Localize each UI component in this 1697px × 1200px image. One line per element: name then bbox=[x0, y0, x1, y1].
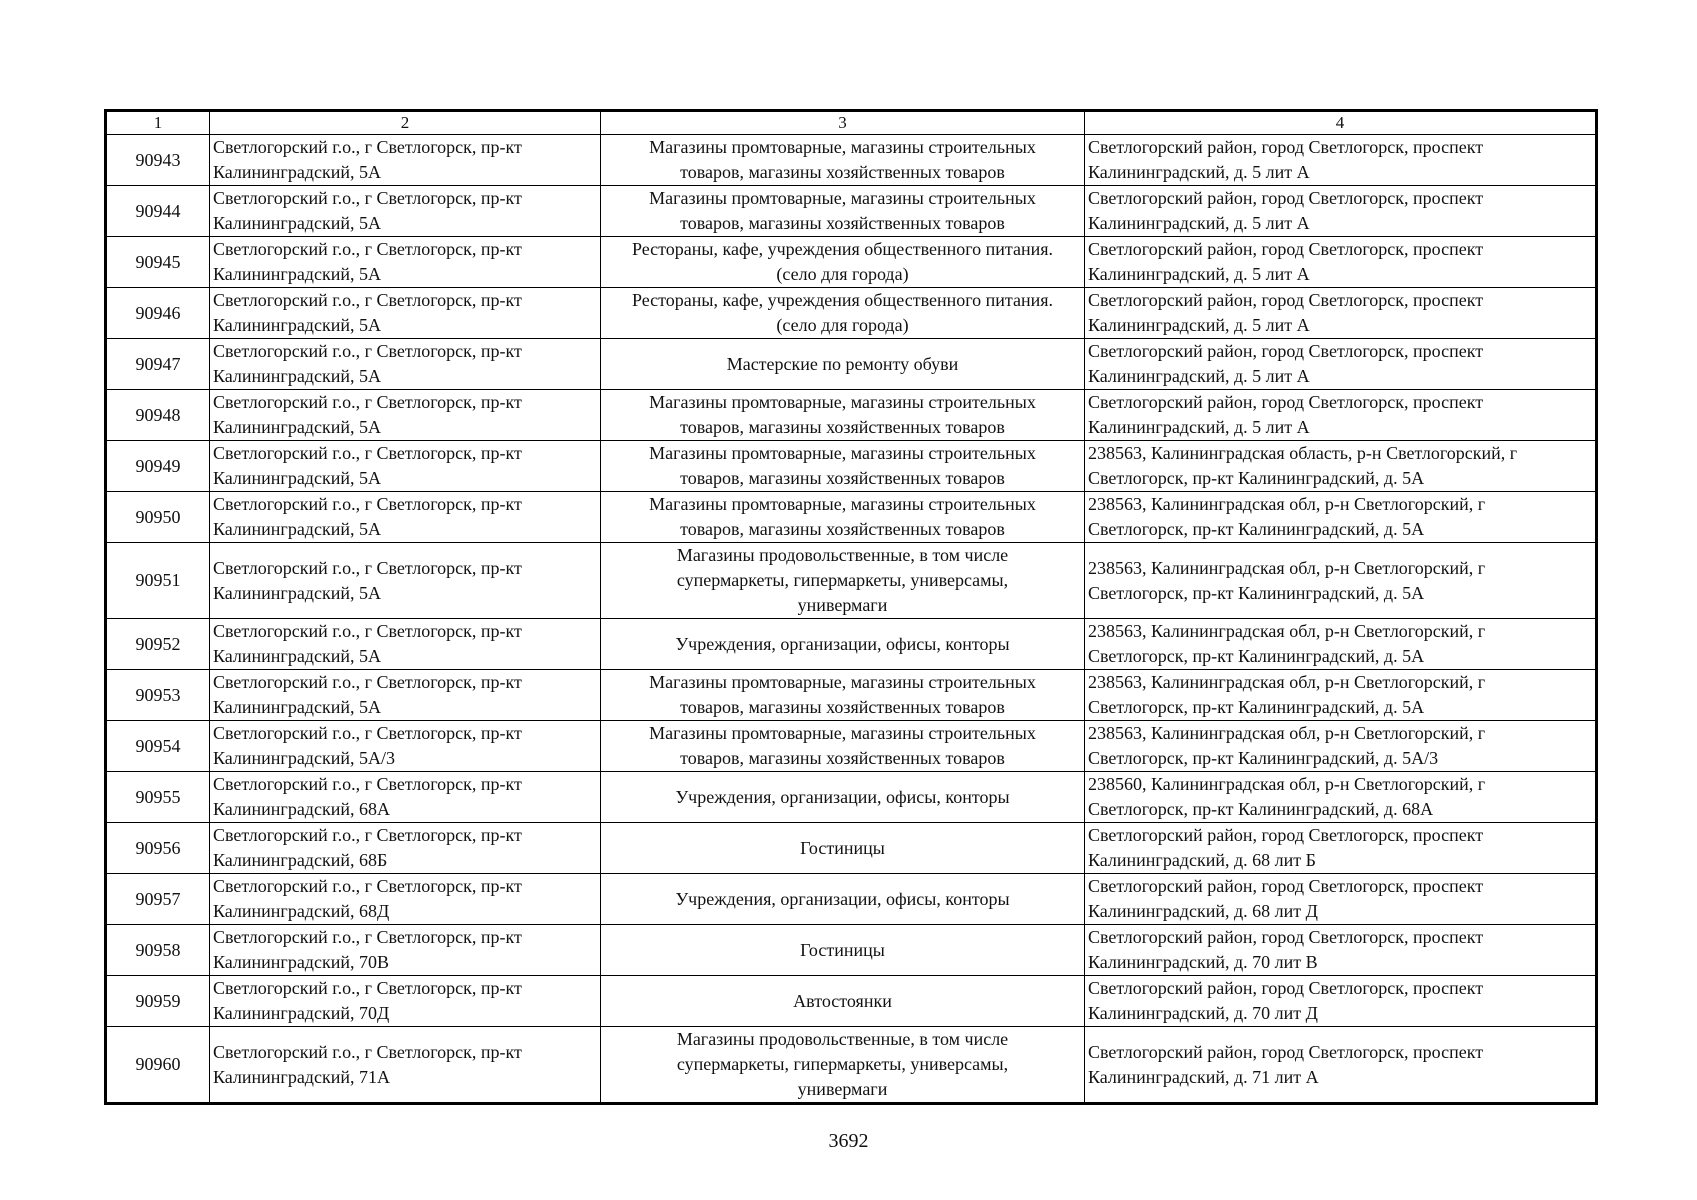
legal-address-cell bbox=[1085, 619, 1597, 670]
object-type-cell bbox=[601, 339, 1085, 390]
legal-address-cell bbox=[1085, 339, 1597, 390]
legal-address-cell-text: Светлогорский район, город Светлогорск, проспект Калининградский, д. 5 лит А bbox=[1088, 392, 1484, 437]
address-cell bbox=[210, 186, 601, 237]
address-cell bbox=[210, 135, 601, 186]
address-cell-text: Светлогорский г.о., г Светлогорск, пр-кт Калининградский, 5А bbox=[213, 494, 522, 539]
legal-address-cell bbox=[1085, 670, 1597, 721]
object-type-cell bbox=[601, 1027, 1085, 1104]
registry-number-cell bbox=[106, 390, 210, 441]
address-cell-text: Светлогорский г.о., г Светлогорск, пр-кт Калининградский, 5А bbox=[213, 392, 522, 437]
object-type-cell bbox=[601, 823, 1085, 874]
object-type-cell bbox=[601, 288, 1085, 339]
column-header-1: 1 bbox=[106, 111, 210, 135]
legal-address-cell-text: Светлогорский район, город Светлогорск, проспект Калининградский, д. 70 лит В bbox=[1088, 927, 1484, 972]
registry-number-cell bbox=[106, 543, 210, 619]
table-row bbox=[106, 186, 1597, 237]
table-row bbox=[106, 390, 1597, 441]
legal-address-cell-text: Светлогорский район, город Светлогорск, проспект Калининградский, д. 5 лит А bbox=[1088, 341, 1484, 386]
registry-number-cell bbox=[106, 823, 210, 874]
registry-number-cell bbox=[106, 186, 210, 237]
legal-address-cell bbox=[1085, 925, 1597, 976]
registry-number-cell bbox=[106, 670, 210, 721]
legal-address-cell-text: 238563, Калининградская обл, р-н Светлогорский, г Светлогорск, пр-кт Калининградский, д. 5А bbox=[1088, 557, 1486, 603]
address-cell bbox=[210, 390, 601, 441]
object-type-cell bbox=[601, 390, 1085, 441]
object-type-cell-text: Магазины промтоварные, магазины строительных товаров, магазины хозяйственных товаров bbox=[649, 137, 1036, 182]
table-row bbox=[106, 721, 1597, 772]
legal-address-cell bbox=[1085, 288, 1597, 339]
address-cell bbox=[210, 288, 601, 339]
registry-number-cell-text: 90951 bbox=[135, 570, 181, 590]
registry-number-cell bbox=[106, 772, 210, 823]
address-cell-text: Светлогорский г.о., г Светлогорск, пр-кт Калининградский, 5А bbox=[213, 188, 522, 233]
object-type-cell bbox=[601, 976, 1085, 1027]
object-type-cell bbox=[601, 874, 1085, 925]
legal-address-cell-text: 238563, Калининградская обл, р-н Светлогорский, г Светлогорск, пр-кт Калининградский, д. 5А bbox=[1088, 621, 1486, 666]
object-type-cell-text: Магазины промтоварные, магазины строительных товаров, магазины хозяйственных товаров bbox=[649, 188, 1036, 233]
address-cell-text: Светлогорский г.о., г Светлогорск, пр-кт Калининградский, 5А bbox=[213, 672, 522, 717]
table-row bbox=[106, 135, 1597, 186]
legal-address-cell bbox=[1085, 135, 1597, 186]
legal-address-cell-text: 238563, Калининградская обл, р-н Светлогорский, г Светлогорск, пр-кт Калининградский, д. 5А bbox=[1088, 494, 1486, 539]
address-cell-text: Светлогорский г.о., г Светлогорск, пр-кт Калининградский, 5А bbox=[213, 443, 522, 488]
address-cell-text: Светлогорский г.о., г Светлогорск, пр-кт Калининградский, 5А bbox=[213, 557, 522, 603]
object-type-cell bbox=[601, 925, 1085, 976]
legal-address-cell-text: 238560, Калининградская обл, р-н Светлогорский, г Светлогорск, пр-кт Калининградский, д. 68А bbox=[1088, 774, 1486, 819]
object-type-cell bbox=[601, 543, 1085, 619]
registry-number-cell-text: 90954 bbox=[135, 735, 181, 756]
object-type-cell-text: Учреждения, организации, офисы, конторы bbox=[675, 633, 1010, 654]
address-cell bbox=[210, 772, 601, 823]
legal-address-cell bbox=[1085, 186, 1597, 237]
registry-number-cell-text: 90957 bbox=[135, 888, 181, 909]
column-number-row bbox=[106, 111, 1597, 135]
object-type-cell-text: Учреждения, организации, офисы, конторы bbox=[675, 786, 1010, 807]
table-row bbox=[106, 492, 1597, 543]
address-cell bbox=[210, 925, 601, 976]
registry-number-cell bbox=[106, 288, 210, 339]
object-type-cell-text: Гостиницы bbox=[800, 939, 885, 960]
registry-number-cell-text: 90947 bbox=[135, 353, 181, 374]
legal-address-cell-text: Светлогорский район, город Светлогорск, проспект Калининградский, д. 70 лит Д bbox=[1088, 978, 1484, 1023]
table-row bbox=[106, 823, 1597, 874]
table-row bbox=[106, 772, 1597, 823]
address-cell-text: Светлогорский г.о., г Светлогорск, пр-кт Калининградский, 5А bbox=[213, 239, 522, 284]
registry-number-cell bbox=[106, 976, 210, 1027]
registry-number-cell-text: 90943 bbox=[135, 149, 181, 170]
object-type-cell-text: Магазины промтоварные, магазины строительных товаров, магазины хозяйственных товаров bbox=[649, 443, 1036, 488]
registry-number-cell bbox=[106, 874, 210, 925]
registry-number-cell-text: 90959 bbox=[135, 990, 181, 1011]
address-cell bbox=[210, 543, 601, 619]
table-row bbox=[106, 874, 1597, 925]
column-header-4: 4 bbox=[1085, 111, 1597, 135]
address-cell-text: Светлогорский г.о., г Светлогорск, пр-кт Калининградский, 68Б bbox=[213, 825, 522, 870]
legal-address-cell-text: Светлогорский район, город Светлогорск, проспект Калининградский, д. 5 лит А bbox=[1088, 239, 1484, 284]
legal-address-cell-text: Светлогорский район, город Светлогорск, проспект Калининградский, д. 68 лит Б bbox=[1088, 825, 1484, 870]
legal-address-cell-text: 238563, Калининградская обл, р-н Светлогорский, г Светлогорск, пр-кт Калининградский, д. 5А/3 bbox=[1088, 723, 1486, 768]
address-cell bbox=[210, 874, 601, 925]
legal-address-cell-text: Светлогорский район, город Светлогорск, проспект Калининградский, д. 68 лит Д bbox=[1088, 876, 1484, 921]
legal-address-cell bbox=[1085, 721, 1597, 772]
object-type-cell bbox=[601, 619, 1085, 670]
registry-number-cell-text: 90955 bbox=[135, 786, 181, 807]
legal-address-cell bbox=[1085, 492, 1597, 543]
registry-number-cell bbox=[106, 721, 210, 772]
legal-address-cell-text: Светлогорский район, город Светлогорск, проспект Калининградский, д. 5 лит А bbox=[1088, 290, 1484, 335]
address-cell-text: Светлогорский г.о., г Светлогорск, пр-кт Калининградский, 68А bbox=[213, 774, 522, 819]
legal-address-cell bbox=[1085, 441, 1597, 492]
table-row bbox=[106, 619, 1597, 670]
address-cell bbox=[210, 339, 601, 390]
registry-number-cell bbox=[106, 135, 210, 186]
legal-address-cell-text: 238563, Калининградская область, р-н Светлогорский, г Светлогорск, пр-кт Калининградский, д. 5А bbox=[1088, 443, 1518, 488]
object-type-cell-text: Магазины промтоварные, магазины строительных товаров, магазины хозяйственных товаров bbox=[649, 723, 1036, 768]
object-type-cell-text: Магазины промтоварные, магазины строительных товаров, магазины хозяйственных товаров bbox=[649, 672, 1036, 717]
table-row bbox=[106, 237, 1597, 288]
address-cell bbox=[210, 441, 601, 492]
column-header-2: 2 bbox=[210, 111, 601, 135]
table-row bbox=[106, 976, 1597, 1027]
object-type-cell-text: Мастерские по ремонту обуви bbox=[726, 353, 959, 374]
object-type-cell bbox=[601, 670, 1085, 721]
registry-number-cell-text: 90944 bbox=[135, 200, 181, 221]
address-cell-text: Светлогорский г.о., г Светлогорск, пр-кт Калининградский, 5А/3 bbox=[213, 723, 522, 768]
object-type-cell-text: Магазины промтоварные, магазины строительных товаров, магазины хозяйственных товаров bbox=[649, 392, 1036, 437]
address-cell-text: Светлогорский г.о., г Светлогорск, пр-кт Калининградский, 70Д bbox=[213, 978, 522, 1023]
object-type-cell bbox=[601, 135, 1085, 186]
legal-address-cell bbox=[1085, 772, 1597, 823]
table-body bbox=[106, 135, 1597, 1104]
registry-number-cell-text: 90953 bbox=[135, 684, 181, 705]
registry-number-cell bbox=[106, 237, 210, 288]
address-cell-text: Светлогорский г.о., г Светлогорск, пр-кт Калининградский, 70В bbox=[213, 927, 522, 972]
legal-address-cell-text: Светлогорский район, город Светлогорск, проспект Калининградский, д. 71 лит А bbox=[1088, 1041, 1484, 1087]
object-type-cell-text: Магазины промтоварные, магазины строительных товаров, магазины хозяйственных товаров bbox=[649, 494, 1036, 539]
address-cell bbox=[210, 721, 601, 772]
legal-address-cell-text: Светлогорский район, город Светлогорск, проспект Калининградский, д. 5 лит А bbox=[1088, 137, 1484, 182]
registry-number-cell bbox=[106, 339, 210, 390]
table-row bbox=[106, 670, 1597, 721]
registry-number-cell-text: 90950 bbox=[135, 506, 181, 527]
table-row bbox=[106, 1027, 1597, 1104]
registry-number-cell-text: 90956 bbox=[135, 837, 181, 858]
address-cell bbox=[210, 823, 601, 874]
address-cell-text: Светлогорский г.о., г Светлогорск, пр-кт Калининградский, 71А bbox=[213, 1041, 522, 1087]
registry-number-cell bbox=[106, 925, 210, 976]
registry-number-cell-text: 90952 bbox=[135, 633, 181, 654]
table-row bbox=[106, 441, 1597, 492]
legal-address-cell bbox=[1085, 390, 1597, 441]
address-cell bbox=[210, 670, 601, 721]
registry-number-cell bbox=[106, 441, 210, 492]
address-cell bbox=[210, 976, 601, 1027]
registry-number-cell-text: 90945 bbox=[135, 251, 181, 272]
object-type-cell bbox=[601, 237, 1085, 288]
object-type-cell-text: Гостиницы bbox=[800, 837, 885, 858]
registry-number-cell bbox=[106, 492, 210, 543]
object-type-cell-text: Рестораны, кафе, учреждения общественного питания. (село для города) bbox=[631, 239, 1054, 284]
address-cell bbox=[210, 619, 601, 670]
legal-address-cell bbox=[1085, 1027, 1597, 1104]
object-type-cell-text: Автостоянки bbox=[793, 990, 892, 1011]
table-row bbox=[106, 925, 1597, 976]
legal-address-cell bbox=[1085, 874, 1597, 925]
registry-table bbox=[104, 109, 1598, 1105]
object-type-cell bbox=[601, 492, 1085, 543]
address-cell bbox=[210, 1027, 601, 1104]
address-cell-text: Светлогорский г.о., г Светлогорск, пр-кт Калининградский, 5А bbox=[213, 137, 522, 182]
registry-number-cell-text: 90949 bbox=[135, 455, 181, 476]
object-type-cell bbox=[601, 721, 1085, 772]
registry-number-cell-text: 90946 bbox=[135, 302, 181, 323]
registry-number-cell-text: 90948 bbox=[135, 404, 181, 425]
registry-number-cell-text: 90958 bbox=[135, 939, 181, 960]
legal-address-cell bbox=[1085, 823, 1597, 874]
address-cell bbox=[210, 237, 601, 288]
object-type-cell-text: Магазины продовольственные, в том числе супермаркеты, гипермаркеты, универсамы, универмаги bbox=[676, 545, 1009, 615]
address-cell-text: Светлогорский г.о., г Светлогорск, пр-кт Калининградский, 5А bbox=[213, 621, 522, 666]
address-cell bbox=[210, 492, 601, 543]
registry-number-cell bbox=[106, 1027, 210, 1104]
address-cell-text: Светлогорский г.о., г Светлогорск, пр-кт Калининградский, 68Д bbox=[213, 876, 522, 921]
table-row bbox=[106, 543, 1597, 619]
object-type-cell bbox=[601, 772, 1085, 823]
object-type-cell-text: Учреждения, организации, офисы, конторы bbox=[675, 888, 1010, 909]
column-header-3: 3 bbox=[601, 111, 1085, 135]
table-row bbox=[106, 288, 1597, 339]
registry-number-cell bbox=[106, 619, 210, 670]
legal-address-cell-text: Светлогорский район, город Светлогорск, проспект Калининградский, д. 5 лит А bbox=[1088, 188, 1484, 233]
legal-address-cell bbox=[1085, 543, 1597, 619]
table-row bbox=[106, 339, 1597, 390]
object-type-cell-text: Магазины продовольственные, в том числе супермаркеты, гипермаркеты, универсамы, универмаги bbox=[676, 1029, 1009, 1099]
address-cell-text: Светлогорский г.о., г Светлогорск, пр-кт Калининградский, 5А bbox=[213, 290, 522, 335]
page-number: 3692 bbox=[828, 1130, 869, 1152]
object-type-cell-text: Рестораны, кафе, учреждения общественного питания. (село для города) bbox=[631, 290, 1054, 335]
object-type-cell bbox=[601, 441, 1085, 492]
legal-address-cell-text: 238563, Калининградская обл, р-н Светлогорский, г Светлогорск, пр-кт Калининградский, д. 5А bbox=[1088, 672, 1486, 717]
address-cell-text: Светлогорский г.о., г Светлогорск, пр-кт Калининградский, 5А bbox=[213, 341, 522, 386]
registry-number-cell-text: 90960 bbox=[135, 1054, 181, 1074]
legal-address-cell bbox=[1085, 976, 1597, 1027]
object-type-cell bbox=[601, 186, 1085, 237]
legal-address-cell bbox=[1085, 237, 1597, 288]
